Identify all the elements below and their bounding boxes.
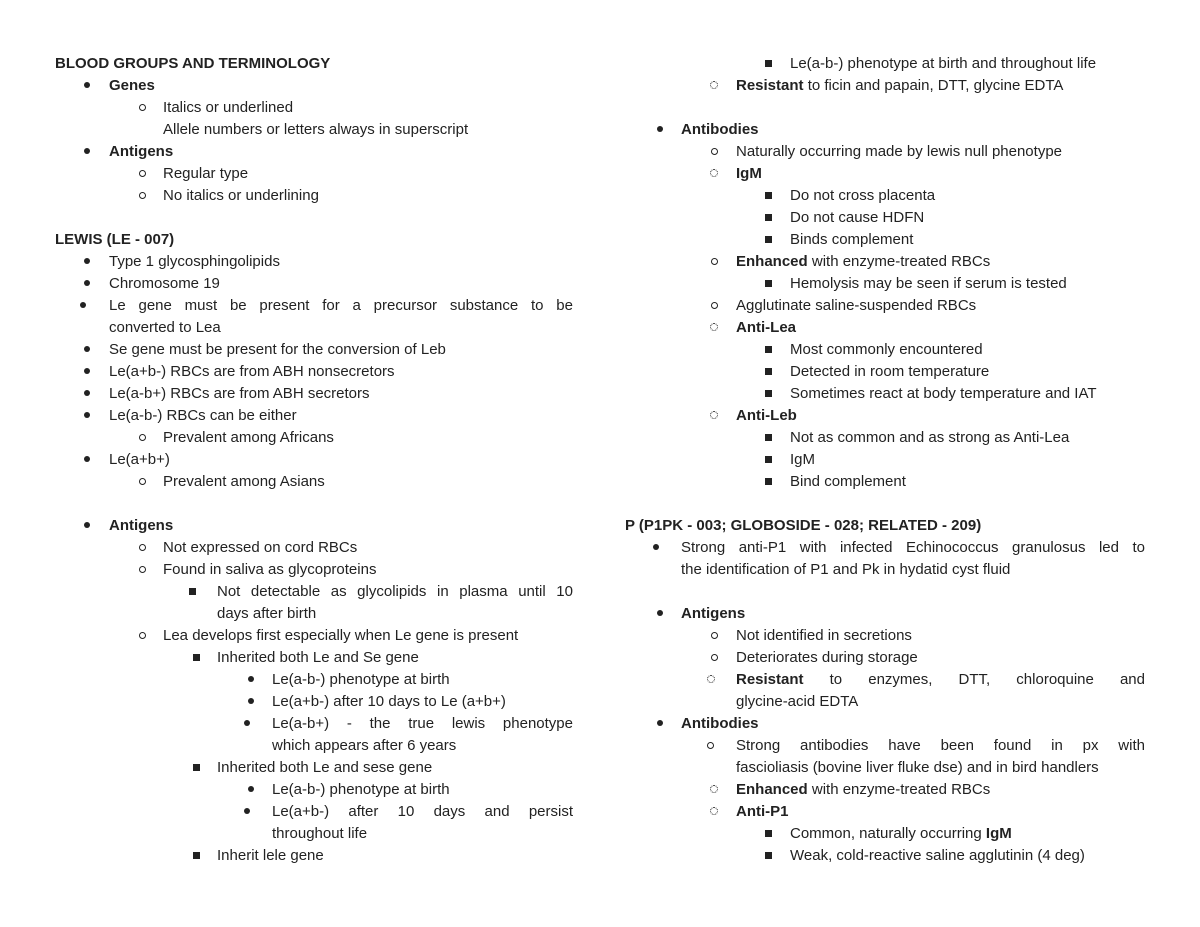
- section-heading: [625, 515, 1145, 537]
- bullet-disc-icon: [244, 691, 258, 713]
- item-text: fascioliasis (bovine liver fluke dse) and in bird handlers: [736, 759, 1099, 776]
- item-text: Common, naturally occurring: [790, 825, 986, 842]
- bullet-circle-icon: [707, 251, 721, 273]
- list-item: [625, 801, 1145, 823]
- bullet-disc-icon: [80, 361, 94, 383]
- bullet-disc-icon: [80, 273, 94, 295]
- list-item: [625, 625, 1145, 647]
- list-item: [625, 339, 1145, 361]
- list-item: [55, 471, 573, 493]
- heading-text: LEWIS (LE - 007): [55, 231, 175, 248]
- list-item: [55, 383, 573, 405]
- bullet-square-icon: [761, 471, 775, 493]
- item-text: Le(a+b-) after 10 days and persist: [272, 803, 573, 820]
- item-text: Sometimes react at body temperature and IAT: [790, 385, 1097, 402]
- bullet-circle-icon: [707, 647, 721, 669]
- bullet-dotted-circle-icon: [707, 669, 721, 691]
- bold-term: Enhanced: [736, 253, 808, 270]
- item-text: Le(a-b-) RBCs can be either: [109, 407, 297, 424]
- bullet-disc-icon: [244, 669, 258, 691]
- list-item: [55, 581, 573, 603]
- right-column: [625, 53, 1145, 867]
- bullet-circle-icon: [135, 471, 149, 493]
- item-text: Le(a+b+): [109, 451, 170, 468]
- item-text: Italics or underlined: [163, 99, 294, 116]
- section-heading: [55, 229, 573, 251]
- item-text: days after birth: [217, 605, 317, 622]
- bullet-disc-icon: [653, 119, 667, 141]
- item-text: with enzyme-treated RBCs: [807, 253, 991, 270]
- list-item: [55, 625, 573, 647]
- blank-line: [625, 97, 1145, 119]
- bullet-disc-icon: [80, 251, 94, 273]
- item-text: Most commonly encountered: [790, 341, 983, 358]
- item-text: Found in saliva as glycoproteins: [163, 561, 377, 578]
- item-text: Binds complement: [790, 231, 914, 248]
- list-item: [625, 163, 1145, 185]
- bullet-circle-icon: [707, 625, 721, 647]
- list-item: [625, 185, 1145, 207]
- section-heading: [55, 53, 573, 75]
- bold-term: Genes: [109, 77, 155, 94]
- bullet-disc-icon: [653, 713, 667, 735]
- item-text: Hemolysis may be seen if serum is tested: [790, 275, 1067, 292]
- list-item: [625, 427, 1145, 449]
- blank-line: [55, 207, 573, 229]
- bullet-circle-icon: [135, 625, 149, 647]
- list-item: [55, 801, 573, 823]
- list-item: [625, 141, 1145, 163]
- blank-line: [55, 493, 573, 515]
- list-item: [625, 713, 1145, 735]
- item-text: Do not cause HDFN: [790, 209, 925, 226]
- bullet-circle-icon: [707, 735, 721, 757]
- bullet-square-icon: [761, 53, 775, 75]
- bold-term: Enhanced: [736, 781, 808, 798]
- bold-term: Anti-P1: [736, 803, 789, 820]
- bullet-dotted-circle-icon: [707, 779, 721, 801]
- bullet-disc-icon: [244, 801, 258, 823]
- bullet-disc-icon: [653, 603, 667, 625]
- item-text: Type 1 glycosphingolipids: [109, 253, 280, 270]
- heading-text: BLOOD GROUPS AND TERMINOLOGY: [55, 55, 331, 72]
- item-text: which appears after 6 years: [272, 737, 457, 754]
- list-item: [625, 405, 1145, 427]
- item-text: Se gene must be present for the conversion of Leb: [109, 341, 446, 358]
- list-item: [55, 427, 573, 449]
- bullet-dotted-circle-icon: [707, 801, 721, 823]
- bold-term: Anti-Leb: [736, 407, 797, 424]
- list-item-continuation: [625, 559, 1145, 581]
- bullet-square-icon: [761, 339, 775, 361]
- list-item: [55, 537, 573, 559]
- item-text: Le(a+b-) after 10 days to Le (a+b+): [272, 693, 506, 710]
- list-item: [55, 405, 573, 427]
- list-item: [625, 383, 1145, 405]
- item-text: Strong antibodies have been found in px with: [736, 737, 1145, 754]
- bold-term: IgM: [736, 165, 762, 182]
- item-text: throughout life: [272, 825, 368, 842]
- item-text: Lea develops first especially when Le gene is present: [163, 627, 519, 644]
- list-item: [55, 669, 573, 691]
- item-text: Deteriorates during storage: [736, 649, 918, 666]
- bold-term: Antibodies: [681, 121, 759, 138]
- list-item: [55, 757, 573, 779]
- item-text: Strong anti-P1 with infected Echinococcus granulosus led to: [681, 539, 1145, 556]
- list-item: [55, 559, 573, 581]
- list-item: [55, 449, 573, 471]
- list-item-continuation: [625, 691, 1145, 713]
- bullet-disc-icon: [653, 537, 667, 559]
- item-text: glycine-acid EDTA: [736, 693, 859, 710]
- bold-term: Resistant: [736, 671, 804, 688]
- item-text: Prevalent among Africans: [163, 429, 334, 446]
- list-item: [55, 185, 573, 207]
- item-text: Le(a-b-) phenotype at birth: [272, 671, 450, 688]
- item-text: Prevalent among Asians: [163, 473, 325, 490]
- item-text: the identification of P1 and Pk in hydatid cyst fluid: [681, 561, 1011, 578]
- list-item: [55, 713, 573, 735]
- list-item: [625, 471, 1145, 493]
- list-item: [625, 295, 1145, 317]
- blank-line: [625, 581, 1145, 603]
- bold-term: Anti-Lea: [736, 319, 796, 336]
- bullet-disc-icon: [244, 713, 258, 735]
- list-item: [55, 75, 573, 97]
- bullet-square-icon: [761, 207, 775, 229]
- list-item: [625, 779, 1145, 801]
- bullet-square-icon: [189, 845, 203, 867]
- bullet-dotted-circle-icon: [707, 405, 721, 427]
- bullet-square-icon: [761, 449, 775, 471]
- bullet-disc-icon: [80, 141, 94, 163]
- list-item: [55, 163, 573, 185]
- bold-term: IgM: [985, 825, 1012, 842]
- list-item: [625, 449, 1145, 471]
- item-text: Le(a-b-) phenotype at birth: [272, 781, 450, 798]
- list-item: [55, 141, 573, 163]
- item-text: Naturally occurring made by lewis null phenotype: [736, 143, 1063, 160]
- item-text: Detected in room temperature: [790, 363, 990, 380]
- item-text: No italics or underlining: [163, 187, 319, 204]
- list-item: [55, 361, 573, 383]
- item-text: Allele numbers or letters always in superscript: [163, 121, 469, 138]
- bullet-dotted-circle-icon: [707, 75, 721, 97]
- bullet-square-icon: [189, 581, 203, 603]
- list-item: [55, 295, 573, 317]
- bullet-circle-icon: [707, 295, 721, 317]
- list-item: [625, 207, 1145, 229]
- bold-term: Antigens: [109, 517, 174, 534]
- item-text: Regular type: [163, 165, 249, 182]
- item-text: Inherit lele gene: [217, 847, 324, 864]
- bullet-dotted-circle-icon: [707, 163, 721, 185]
- list-item: [625, 53, 1145, 75]
- list-item-continuation: [55, 603, 573, 625]
- list-item: [625, 119, 1145, 141]
- list-item-continuation: [55, 823, 573, 845]
- blank-line: [625, 493, 1145, 515]
- bullet-disc-icon: [80, 383, 94, 405]
- list-item-continuation: [55, 119, 573, 141]
- list-item: [55, 273, 573, 295]
- list-item: [55, 97, 573, 119]
- list-item: [625, 317, 1145, 339]
- list-item: [625, 361, 1145, 383]
- bullet-square-icon: [761, 845, 775, 867]
- bullet-disc-icon: [244, 779, 258, 801]
- list-item: [625, 273, 1145, 295]
- bullet-circle-icon: [135, 537, 149, 559]
- list-item: [625, 251, 1145, 273]
- bullet-circle-icon: [135, 185, 149, 207]
- list-item: [55, 845, 573, 867]
- bold-term: Antibodies: [681, 715, 759, 732]
- bullet-disc-icon: [80, 449, 94, 471]
- bullet-square-icon: [761, 185, 775, 207]
- list-item: [625, 823, 1145, 845]
- list-item: [625, 735, 1145, 757]
- item-text: Do not cross placenta: [790, 187, 936, 204]
- bullet-square-icon: [761, 273, 775, 295]
- list-item: [625, 647, 1145, 669]
- list-item: [625, 537, 1145, 559]
- bullet-square-icon: [189, 647, 203, 669]
- bullet-dotted-circle-icon: [707, 317, 721, 339]
- item-text: Le(a-b+) - the true lewis phenotype: [272, 715, 573, 732]
- left-column: [55, 53, 573, 867]
- bullet-square-icon: [761, 383, 775, 405]
- bullet-square-icon: [761, 229, 775, 251]
- bold-term: Resistant: [736, 77, 804, 94]
- bullet-square-icon: [761, 427, 775, 449]
- bullet-circle-icon: [135, 97, 149, 119]
- item-text: IgM: [790, 451, 816, 468]
- item-text: Le(a+b-) RBCs are from ABH nonsecretors: [109, 363, 395, 380]
- bullet-circle-icon: [135, 559, 149, 581]
- list-item-continuation: [55, 317, 573, 339]
- bullet-square-icon: [761, 361, 775, 383]
- bullet-square-icon: [761, 823, 775, 845]
- item-text: Bind complement: [790, 473, 906, 490]
- heading-text: P (P1PK - 003; GLOBOSIDE - 028; RELATED - 209): [625, 517, 982, 534]
- bullet-disc-icon: [80, 339, 94, 361]
- bullet-circle-icon: [135, 427, 149, 449]
- list-item: [55, 339, 573, 361]
- item-text: Not as common and as strong as Anti-Lea: [790, 429, 1070, 446]
- item-text: Le(a-b-) phenotype at birth and throughout life: [790, 55, 1097, 72]
- list-item: [625, 845, 1145, 867]
- list-item: [625, 669, 1145, 691]
- item-text: Le(a-b+) RBCs are from ABH secretors: [109, 385, 370, 402]
- list-item: [625, 75, 1145, 97]
- item-text: to ficin and papain, DTT, glycine EDTA: [803, 77, 1064, 94]
- item-text: Not identified in secretions: [736, 627, 912, 644]
- item-text: Inherited both Le and Se gene: [217, 649, 419, 666]
- bullet-disc-icon: [80, 515, 94, 537]
- item-text: Le gene must be present for a precursor substance to be: [109, 297, 573, 314]
- bold-term: Antigens: [681, 605, 746, 622]
- list-item: [55, 251, 573, 273]
- bullet-square-icon: [189, 757, 203, 779]
- bullet-disc-icon: [80, 405, 94, 427]
- list-item: [55, 515, 573, 537]
- bold-term: Antigens: [109, 143, 174, 160]
- bullet-disc-icon: [80, 295, 94, 317]
- item-text: Not detectable as glycolipids in plasma until 10: [217, 583, 573, 600]
- bullet-disc-icon: [80, 75, 94, 97]
- list-item: [55, 647, 573, 669]
- bullet-circle-icon: [707, 141, 721, 163]
- item-text: with enzyme-treated RBCs: [807, 781, 991, 798]
- list-item-continuation: [625, 757, 1145, 779]
- list-item: [55, 779, 573, 801]
- item-text: to enzymes, DTT, chloroquine and: [803, 671, 1145, 688]
- list-item: [625, 603, 1145, 625]
- item-text: converted to Lea: [109, 319, 221, 336]
- list-item: [625, 229, 1145, 251]
- item-text: Chromosome 19: [109, 275, 220, 292]
- item-text: Weak, cold-reactive saline agglutinin (4 deg): [790, 847, 1085, 864]
- bullet-circle-icon: [135, 163, 149, 185]
- item-text: Inherited both Le and sese gene: [217, 759, 433, 776]
- list-item-continuation: [55, 735, 573, 757]
- item-text: Agglutinate saline-suspended RBCs: [736, 297, 977, 314]
- item-text: Not expressed on cord RBCs: [163, 539, 358, 556]
- list-item: [55, 691, 573, 713]
